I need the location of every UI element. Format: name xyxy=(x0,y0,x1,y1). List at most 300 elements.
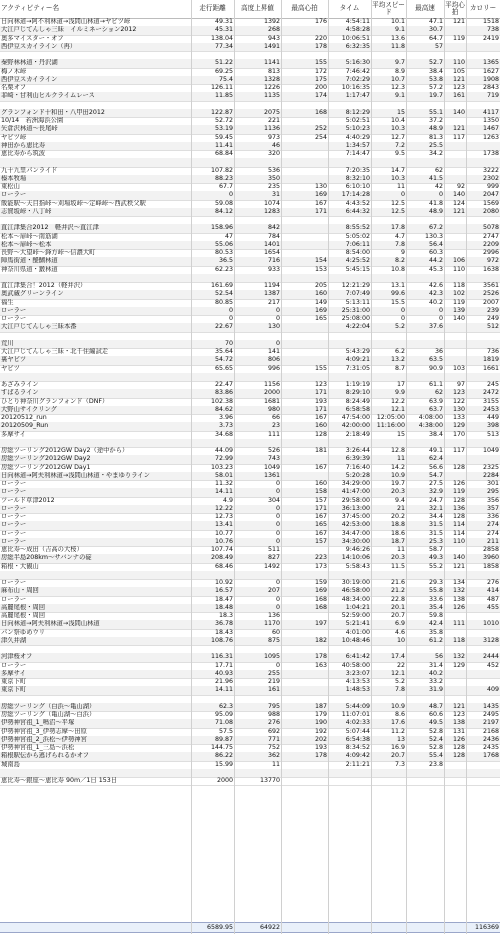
cell-max-speed[interactable]: 42 xyxy=(434,183,443,190)
cell-calories[interactable]: 452 xyxy=(486,661,499,669)
cell-elevation-gain[interactable]: 1654 xyxy=(263,249,280,256)
cell-avg-speed[interactable]: 22.8 xyxy=(390,595,405,603)
table-row[interactable] xyxy=(0,307,500,315)
cell-calories[interactable]: 5078 xyxy=(482,224,499,232)
cell-calories[interactable]: 276 xyxy=(486,579,499,586)
cell-avg-speed[interactable]: 18.8 xyxy=(390,521,405,529)
cell-avg-speed[interactable]: 12:05:00 xyxy=(376,414,405,421)
cell-max-speed[interactable]: 48.9 xyxy=(428,125,443,133)
cell-distance[interactable]: 47 xyxy=(224,232,233,240)
cell-max-speed[interactable]: 60.6 xyxy=(428,711,443,718)
table-row[interactable] xyxy=(0,282,500,290)
cell-activity-name[interactable] xyxy=(0,274,191,282)
table-row[interactable] xyxy=(0,26,500,34)
table-row[interactable] xyxy=(0,596,500,604)
cell-time[interactable]: 2:18:49 xyxy=(345,430,370,438)
cell-avg-speed[interactable] xyxy=(371,571,406,579)
cell-max-speed[interactable]: 52.4 xyxy=(428,735,443,743)
cell-elevation-gain[interactable]: 207 xyxy=(267,587,280,595)
cell-max-speed[interactable]: 55.8 xyxy=(428,587,443,595)
cell-avg-speed[interactable]: 4.6 xyxy=(394,628,405,636)
cell-elevation-gain[interactable]: 973 xyxy=(267,133,280,141)
cell-calories[interactable]: 1263 xyxy=(482,133,499,141)
cell-avg-heart-rate[interactable] xyxy=(444,101,466,109)
cell-activity-name[interactable]: 直江津集合！2012（軽井沢） xyxy=(1,282,87,289)
cell-max-speed[interactable]: 32.1 xyxy=(428,504,443,512)
table-row[interactable] xyxy=(0,587,500,595)
cell-avg-speed[interactable]: 10.8 xyxy=(390,265,405,273)
cell-max-heart-rate[interactable]: 160 xyxy=(314,290,327,298)
cell-elevation-gain[interactable]: 0 xyxy=(275,529,280,537)
cell-max-speed[interactable]: 55.1 xyxy=(428,108,443,116)
cell-avg-heart-rate[interactable]: 121 xyxy=(452,207,465,215)
table-row[interactable] xyxy=(0,480,500,488)
cell-time[interactable]: 5:58:43 xyxy=(345,562,370,570)
cell-distance[interactable]: 55.06 xyxy=(214,240,233,248)
table-row[interactable] xyxy=(0,117,500,125)
cell-distance[interactable]: 35.64 xyxy=(214,348,233,355)
cell-max-speed[interactable]: 90.9 xyxy=(428,364,443,372)
cell-avg-speed[interactable]: 10 xyxy=(396,636,405,644)
cell-avg-heart-rate[interactable]: 110 xyxy=(452,537,465,545)
cell-time[interactable]: 4:43:52 xyxy=(345,199,370,207)
cell-avg-heart-rate[interactable]: 126 xyxy=(452,603,465,611)
cell-distance[interactable]: 49.31 xyxy=(214,18,233,25)
cell-elevation-gain[interactable]: 1095 xyxy=(263,653,280,661)
cell-max-heart-rate[interactable]: 169 xyxy=(314,587,327,595)
cell-distance[interactable] xyxy=(191,158,234,166)
cell-max-speed[interactable] xyxy=(406,158,444,166)
cell-avg-heart-rate[interactable]: 140 xyxy=(452,191,465,199)
cell-time[interactable]: 41:47:00 xyxy=(341,488,370,496)
cell-max-heart-rate[interactable]: 171 xyxy=(314,405,327,413)
cell-distance[interactable]: 107.82 xyxy=(210,166,233,174)
cell-distance[interactable]: 84.12 xyxy=(214,207,233,215)
cell-calories[interactable]: 1049 xyxy=(482,447,499,454)
total-time[interactable] xyxy=(328,923,371,932)
cell-activity-name[interactable] xyxy=(0,373,191,381)
cell-activity-name[interactable]: ヤビツ xyxy=(1,364,20,372)
cell-distance[interactable]: 88.23 xyxy=(214,174,233,182)
table-row[interactable] xyxy=(0,208,500,216)
cell-elevation-gain[interactable]: 943 xyxy=(267,34,280,42)
cell-max-heart-rate[interactable] xyxy=(281,455,328,463)
cell-elevation-gain[interactable] xyxy=(234,274,281,282)
cell-distance[interactable]: 0 xyxy=(228,315,233,322)
cell-avg-heart-rate[interactable] xyxy=(444,26,466,34)
cell-max-speed[interactable]: 31.9 xyxy=(428,686,443,694)
cell-time[interactable] xyxy=(328,645,371,653)
cell-elevation-gain[interactable]: 743 xyxy=(267,455,280,463)
cell-distance[interactable]: 12.22 xyxy=(214,504,233,512)
cell-avg-speed[interactable]: 0 xyxy=(400,191,405,199)
cell-time[interactable]: 14:10:06 xyxy=(341,554,370,562)
cell-avg-speed[interactable]: 20.7 xyxy=(390,752,405,760)
cell-time[interactable]: 6:41:42 xyxy=(345,653,370,661)
cell-elevation-gain[interactable]: 320 xyxy=(267,150,280,157)
cell-elevation-gain[interactable] xyxy=(234,332,281,340)
cell-distance[interactable]: 86.22 xyxy=(214,752,233,760)
table-row[interactable] xyxy=(0,455,500,463)
cell-avg-speed[interactable]: 9.7 xyxy=(394,59,405,67)
cell-avg-speed[interactable]: 22 xyxy=(396,661,405,669)
cell-activity-name[interactable]: パン祭ゆめウリ xyxy=(1,628,46,636)
cell-time[interactable] xyxy=(328,373,371,381)
cell-elevation-gain[interactable]: 813 xyxy=(267,67,280,75)
cell-avg-heart-rate[interactable] xyxy=(444,761,466,769)
cell-avg-heart-rate[interactable]: 103 xyxy=(452,364,465,372)
header-avg-heart-rate[interactable]: 平均心拍 xyxy=(445,0,465,16)
header-avg-speed[interactable]: 平均スピード xyxy=(372,0,405,16)
cell-max-heart-rate[interactable] xyxy=(281,233,328,241)
cell-distance[interactable] xyxy=(191,439,234,447)
cell-activity-name[interactable]: ローラー xyxy=(1,521,27,529)
cell-max-speed[interactable] xyxy=(406,373,444,381)
table-row[interactable] xyxy=(0,645,500,653)
cell-time[interactable]: 6:54:38 xyxy=(345,735,370,743)
cell-distance[interactable] xyxy=(191,216,234,224)
table-row[interactable] xyxy=(0,51,500,59)
cell-avg-heart-rate[interactable] xyxy=(444,241,466,249)
cell-avg-heart-rate[interactable] xyxy=(444,472,466,480)
cell-activity-name[interactable]: 陣馬街道・醍醐林道 xyxy=(1,257,58,265)
cell-distance[interactable]: 68.84 xyxy=(214,150,233,157)
cell-avg-heart-rate[interactable] xyxy=(444,167,466,175)
table-row[interactable] xyxy=(0,686,500,694)
cell-max-heart-rate[interactable]: 205 xyxy=(314,282,327,289)
cell-max-speed[interactable]: 33.6 xyxy=(428,595,443,603)
cell-distance[interactable]: 54.72 xyxy=(214,356,233,364)
cell-elevation-gain[interactable]: 1141 xyxy=(263,59,280,67)
cell-distance[interactable]: 40.93 xyxy=(214,669,233,677)
cell-avg-speed[interactable]: 7.2 xyxy=(394,141,405,149)
cell-calories[interactable]: 2495 xyxy=(482,711,499,718)
cell-avg-speed[interactable] xyxy=(371,340,406,348)
table-row[interactable] xyxy=(0,464,500,472)
cell-avg-heart-rate[interactable] xyxy=(444,769,466,777)
cell-avg-heart-rate[interactable] xyxy=(444,629,466,637)
cell-activity-name[interactable]: 房総ツーリング2012GW Day2 xyxy=(1,455,91,463)
cell-max-heart-rate[interactable] xyxy=(281,167,328,175)
cell-max-heart-rate[interactable]: 175 xyxy=(314,75,327,83)
cell-max-heart-rate[interactable] xyxy=(281,686,328,694)
cell-elevation-gain[interactable] xyxy=(234,216,281,224)
cell-avg-speed[interactable]: 21 xyxy=(396,504,405,512)
cell-avg-speed[interactable]: 10.3 xyxy=(390,174,405,182)
cell-calories[interactable] xyxy=(466,158,500,166)
cell-activity-name[interactable]: 日向林道→阿不利林道→浅間山林道→ヤビツ峠 xyxy=(1,18,131,25)
table-row[interactable] xyxy=(0,505,500,513)
cell-calories[interactable]: 2325 xyxy=(482,463,499,471)
cell-max-heart-rate[interactable]: 200 xyxy=(314,84,327,91)
cell-distance[interactable]: 62.3 xyxy=(218,702,233,710)
cell-avg-heart-rate[interactable] xyxy=(444,323,466,331)
cell-distance[interactable]: 89.87 xyxy=(214,735,233,743)
cell-time[interactable]: 5:13:11 xyxy=(345,298,370,306)
cell-elevation-gain[interactable]: 1392 xyxy=(263,18,280,25)
cell-activity-name[interactable]: ツールド草津2012 xyxy=(1,496,55,504)
cell-avg-heart-rate[interactable] xyxy=(444,695,466,703)
header-max-heart-rate[interactable]: 最高心拍 xyxy=(291,4,318,13)
cell-avg-speed[interactable]: 9.1 xyxy=(394,92,405,100)
cell-calories[interactable]: 4117 xyxy=(482,108,499,116)
cell-max-speed[interactable]: 62 xyxy=(434,166,443,174)
table-row[interactable] xyxy=(0,175,500,183)
cell-max-heart-rate[interactable]: 169 xyxy=(314,306,327,314)
table-row[interactable] xyxy=(0,84,500,92)
cell-time[interactable]: 25:31:00 xyxy=(341,306,370,314)
table-row[interactable] xyxy=(0,389,500,397)
table-row[interactable] xyxy=(0,18,500,26)
cell-calories[interactable] xyxy=(466,142,500,150)
cell-calories[interactable]: 336 xyxy=(486,513,499,520)
cell-avg-heart-rate[interactable]: 138 xyxy=(452,595,465,603)
cell-avg-heart-rate[interactable]: 129 xyxy=(452,422,465,430)
cell-elevation-gain[interactable]: 0 xyxy=(275,488,280,496)
cell-activity-name[interactable] xyxy=(0,571,191,579)
cell-activity-name[interactable]: ローラー xyxy=(1,529,27,537)
cell-activity-name[interactable]: 神田から恵比寿 xyxy=(1,141,46,149)
cell-max-speed[interactable]: 36 xyxy=(434,348,443,355)
cell-avg-speed[interactable]: 17.8 xyxy=(390,224,405,232)
cell-avg-heart-rate[interactable] xyxy=(444,439,466,447)
cell-max-heart-rate[interactable]: 171 xyxy=(314,207,327,215)
cell-max-speed[interactable]: 27.5 xyxy=(428,480,443,487)
cell-distance[interactable] xyxy=(191,51,234,59)
table-row[interactable] xyxy=(0,431,500,439)
table-row[interactable] xyxy=(0,563,500,571)
cell-avg-heart-rate[interactable]: 132 xyxy=(452,587,465,595)
cell-avg-heart-rate[interactable]: 122 xyxy=(452,397,465,405)
cell-max-heart-rate[interactable] xyxy=(281,274,328,282)
cell-max-heart-rate[interactable]: 167 xyxy=(314,414,327,421)
cell-max-heart-rate[interactable] xyxy=(281,175,328,183)
cell-calories[interactable]: 1627 xyxy=(482,67,499,75)
cell-avg-heart-rate[interactable]: 126 xyxy=(452,735,465,743)
cell-max-speed[interactable]: 19.7 xyxy=(428,92,443,100)
cell-calories[interactable]: 274 xyxy=(486,529,499,537)
cell-max-heart-rate[interactable] xyxy=(281,249,328,257)
cell-activity-name[interactable]: 恵比寿から筑波 xyxy=(1,150,46,157)
cell-time[interactable]: 7:16:40 xyxy=(345,463,370,471)
cell-avg-speed[interactable]: 7.8 xyxy=(394,686,405,694)
cell-max-speed[interactable]: 48.9 xyxy=(428,207,443,215)
cell-max-heart-rate[interactable] xyxy=(281,678,328,686)
cell-avg-speed[interactable]: 9.9 xyxy=(394,389,405,397)
cell-activity-name[interactable] xyxy=(0,158,191,166)
cell-calories[interactable]: 2453 xyxy=(482,405,499,413)
cell-activity-name[interactable]: 日向林道→阿夫利林道→浅間山林道・やまゆりライン xyxy=(1,471,150,479)
cell-activity-name[interactable]: 20120509_Run xyxy=(1,422,49,430)
cell-avg-heart-rate[interactable] xyxy=(444,43,466,51)
cell-avg-speed[interactable] xyxy=(371,158,406,166)
cell-activity-name[interactable]: 西伊豆スカイライン xyxy=(1,75,58,83)
cell-distance[interactable]: 21.96 xyxy=(214,678,233,685)
cell-distance[interactable]: 102.38 xyxy=(210,397,233,405)
cell-distance[interactable]: 62.23 xyxy=(214,265,233,273)
cell-elevation-gain[interactable]: 13770 xyxy=(259,777,280,784)
cell-activity-name[interactable]: ローラー xyxy=(1,315,27,322)
cell-avg-heart-rate[interactable]: 118 xyxy=(452,282,465,289)
cell-avg-heart-rate[interactable] xyxy=(444,175,466,183)
cell-elevation-gain[interactable]: 1156 xyxy=(263,381,280,388)
cell-avg-speed[interactable] xyxy=(371,101,406,109)
cell-distance[interactable]: 57.5 xyxy=(218,727,233,735)
cell-calories[interactable]: 972 xyxy=(486,257,499,265)
cell-distance[interactable] xyxy=(191,332,234,340)
cell-elevation-gain[interactable]: 136 xyxy=(267,612,280,619)
cell-calories[interactable] xyxy=(466,571,500,579)
cell-max-speed[interactable]: 52.8 xyxy=(428,744,443,751)
cell-calories[interactable] xyxy=(466,51,500,59)
cell-max-heart-rate[interactable]: 160 xyxy=(314,480,327,487)
cell-activity-name[interactable]: あざみライン xyxy=(1,381,39,388)
cell-avg-heart-rate[interactable] xyxy=(444,117,466,125)
table-row[interactable] xyxy=(0,76,500,84)
cell-max-speed[interactable]: 61.1 xyxy=(428,381,443,388)
cell-max-heart-rate[interactable]: 176 xyxy=(314,18,327,25)
cell-max-speed[interactable]: 32.9 xyxy=(428,488,443,496)
cell-distance[interactable]: 59.45 xyxy=(214,133,233,141)
cell-max-speed[interactable] xyxy=(406,340,444,348)
cell-calories[interactable] xyxy=(466,629,500,637)
cell-max-speed[interactable]: 67.2 xyxy=(428,224,443,232)
cell-avg-heart-rate[interactable] xyxy=(444,612,466,620)
cell-avg-speed[interactable]: 13.6 xyxy=(390,34,405,42)
cell-max-heart-rate[interactable] xyxy=(281,158,328,166)
cell-max-heart-rate[interactable] xyxy=(281,348,328,356)
cell-elevation-gain[interactable]: 276 xyxy=(267,719,280,727)
cell-avg-speed[interactable]: 11.2 xyxy=(390,727,405,735)
cell-max-heart-rate[interactable]: 178 xyxy=(314,752,327,760)
cell-distance[interactable]: 80.85 xyxy=(214,298,233,306)
cell-avg-heart-rate[interactable]: 132 xyxy=(452,653,465,661)
table-row[interactable] xyxy=(0,257,500,265)
cell-activity-name[interactable]: 房総半島208km〜サバンナの碇 xyxy=(1,554,92,562)
cell-max-speed[interactable]: 25.5 xyxy=(428,141,443,149)
cell-avg-heart-rate[interactable]: 119 xyxy=(452,298,465,306)
cell-activity-name[interactable]: 名栗オフ xyxy=(1,84,26,91)
cell-elevation-gain[interactable]: 235 xyxy=(267,183,280,190)
cell-max-heart-rate[interactable] xyxy=(281,571,328,579)
cell-avg-speed[interactable]: 12.3 xyxy=(390,84,405,91)
cell-calories[interactable]: 2080 xyxy=(482,207,499,215)
cell-avg-heart-rate[interactable]: 129 xyxy=(452,661,465,669)
cell-distance[interactable]: 18.43 xyxy=(214,628,233,636)
cell-distance[interactable]: 44.09 xyxy=(214,447,233,454)
cell-avg-heart-rate[interactable]: 110 xyxy=(452,59,465,67)
cell-calories[interactable] xyxy=(466,43,500,51)
cell-elevation-gain[interactable]: 60 xyxy=(271,628,280,636)
cell-max-heart-rate[interactable] xyxy=(281,356,328,364)
cell-max-heart-rate[interactable]: 178 xyxy=(314,653,327,661)
cell-elevation-gain[interactable]: 511 xyxy=(267,546,280,553)
cell-max-speed[interactable]: 42.3 xyxy=(428,290,443,298)
cell-distance[interactable]: 15.99 xyxy=(214,760,233,768)
cell-max-heart-rate[interactable]: 158 xyxy=(314,488,327,496)
total-max-heart-rate[interactable] xyxy=(281,923,328,932)
cell-elevation-gain[interactable]: 1387 xyxy=(263,290,280,298)
cell-activity-name[interactable]: 福生 xyxy=(1,298,14,306)
table-row[interactable] xyxy=(0,183,500,191)
cell-elevation-gain[interactable]: 0 xyxy=(275,306,280,314)
cell-elevation-gain[interactable]: 842 xyxy=(267,224,280,232)
cell-activity-name[interactable]: 飯能駅〜天目指峠〜刈場坂峠〜定峰峠〜西武秩父駅 xyxy=(1,199,146,207)
cell-time[interactable]: 1:34:57 xyxy=(345,141,370,149)
table-row[interactable] xyxy=(0,744,500,752)
cell-distance[interactable]: 71.08 xyxy=(214,719,233,727)
cell-avg-heart-rate[interactable]: 138 xyxy=(452,719,465,727)
cell-time[interactable]: 40:58:00 xyxy=(341,661,370,669)
cell-calories[interactable] xyxy=(466,216,500,224)
cell-max-speed[interactable]: 62.4 xyxy=(428,455,443,463)
cell-avg-heart-rate[interactable]: 140 xyxy=(452,315,465,322)
table-row[interactable] xyxy=(0,142,500,150)
cell-avg-speed[interactable] xyxy=(371,439,406,447)
cell-distance[interactable]: 144.75 xyxy=(210,744,233,751)
cell-max-speed[interactable] xyxy=(406,777,444,785)
cell-elevation-gain[interactable]: 255 xyxy=(267,669,280,677)
table-row[interactable] xyxy=(0,488,500,496)
cell-elevation-gain[interactable]: 996 xyxy=(267,364,280,372)
cell-max-speed[interactable]: 0 xyxy=(438,191,443,199)
cell-elevation-gain[interactable] xyxy=(234,439,281,447)
table-row[interactable] xyxy=(0,439,500,447)
cell-elevation-gain[interactable]: 31 xyxy=(271,191,280,199)
cell-max-speed[interactable]: 63.9 xyxy=(428,397,443,405)
cell-avg-heart-rate[interactable]: 134 xyxy=(452,579,465,586)
cell-calories[interactable]: 301 xyxy=(486,480,499,487)
cell-distance[interactable]: 77.34 xyxy=(214,42,233,50)
cell-time[interactable]: 5:16:30 xyxy=(345,59,370,67)
cell-max-speed[interactable]: 34.2 xyxy=(428,150,443,157)
cell-max-speed[interactable] xyxy=(406,439,444,447)
cell-calories[interactable]: 2168 xyxy=(482,727,499,735)
cell-activity-name[interactable]: 多摩サイ xyxy=(1,430,26,438)
cell-avg-speed[interactable]: 10.3 xyxy=(390,125,405,133)
cell-elevation-gain[interactable]: 350 xyxy=(267,174,280,182)
cell-max-speed[interactable]: 57 xyxy=(434,42,443,50)
cell-max-speed[interactable]: 55.2 xyxy=(428,562,443,570)
cell-distance[interactable]: 59.08 xyxy=(214,199,233,207)
cell-max-speed[interactable]: 57.2 xyxy=(428,84,443,91)
cell-activity-name[interactable]: 恵比寿〜成田（吉高の大桜） xyxy=(1,546,83,553)
cell-max-heart-rate[interactable]: 190 xyxy=(314,719,327,727)
cell-avg-heart-rate[interactable] xyxy=(444,645,466,653)
cell-calories[interactable] xyxy=(466,761,500,769)
cell-time[interactable]: 8:55:52 xyxy=(345,224,370,232)
table-row[interactable] xyxy=(0,134,500,142)
cell-max-speed[interactable]: 0 xyxy=(438,306,443,314)
cell-avg-heart-rate[interactable] xyxy=(444,356,466,364)
cell-max-speed[interactable]: 40.2 xyxy=(428,298,443,306)
cell-avg-speed[interactable]: 13.2 xyxy=(390,356,405,364)
table-row[interactable] xyxy=(0,620,500,628)
cell-time[interactable]: 5:02:51 xyxy=(345,117,370,124)
cell-calories[interactable]: 211 xyxy=(486,537,499,545)
cell-avg-speed[interactable]: 10.9 xyxy=(390,471,405,479)
cell-avg-speed[interactable]: 15 xyxy=(396,430,405,438)
table-row[interactable] xyxy=(0,373,500,381)
table-row[interactable] xyxy=(0,546,500,554)
cell-max-speed[interactable]: 41.5 xyxy=(428,174,443,182)
cell-avg-speed[interactable] xyxy=(371,777,406,785)
table-row[interactable] xyxy=(0,125,500,133)
table-row[interactable] xyxy=(0,167,500,175)
cell-avg-speed[interactable]: 9.1 xyxy=(394,26,405,34)
cell-max-heart-rate[interactable] xyxy=(281,150,328,158)
cell-avg-heart-rate[interactable]: 133 xyxy=(452,414,465,421)
